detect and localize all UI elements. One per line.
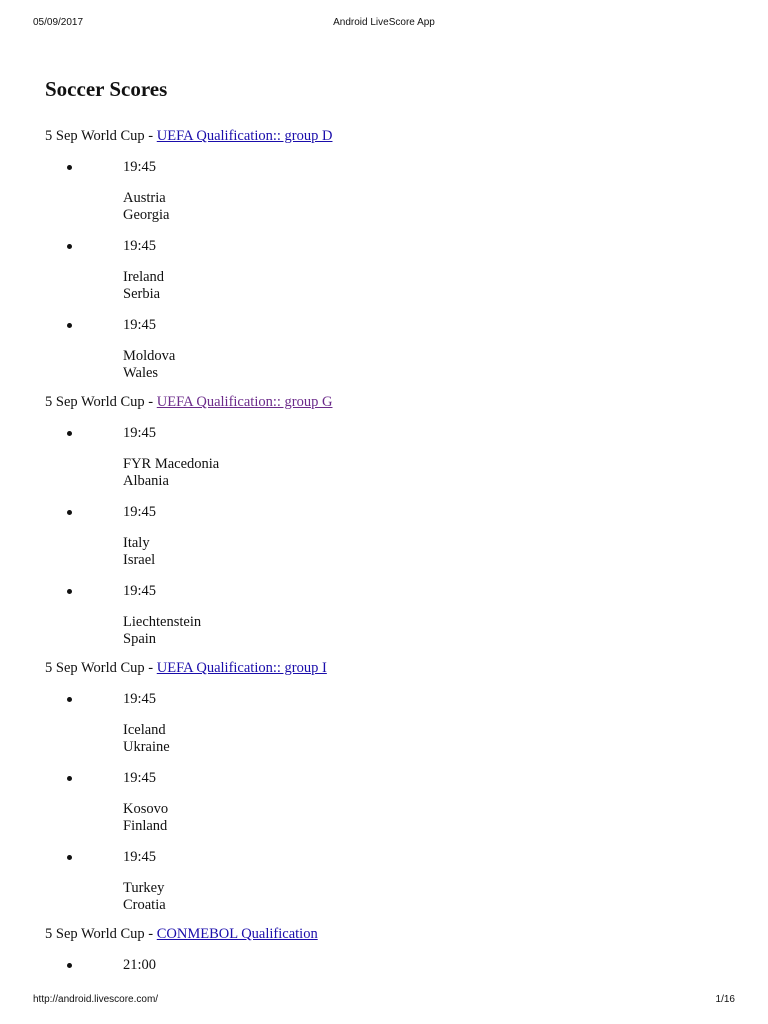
home-team: FYR Macedonia — [123, 456, 220, 472]
competition-heading — [45, 660, 735, 677]
home-team: Italy — [123, 535, 150, 551]
competition-link[interactable]: UEFA Qualification:: group I — [156, 660, 327, 676]
match-list — [45, 425, 735, 648]
match-time: 19:45 — [123, 691, 157, 707]
competition-prefix: 5 Sep World Cup - — [45, 660, 157, 676]
competition-link[interactable]: UEFA Qualification:: group G — [156, 394, 333, 410]
bullet-icon — [67, 776, 72, 781]
print-footer — [33, 994, 735, 1008]
match-item — [45, 238, 735, 303]
match-item — [45, 691, 735, 756]
print-header — [33, 17, 735, 31]
match-teams — [123, 880, 735, 914]
match-item — [45, 770, 735, 835]
bullet-icon — [67, 510, 72, 515]
match-item — [45, 159, 735, 224]
home-team: Turkey — [123, 880, 165, 896]
match-item — [45, 425, 735, 490]
away-team: Croatia — [123, 897, 166, 913]
competition-heading — [45, 128, 735, 145]
match-time: 19:45 — [123, 425, 157, 441]
match-teams — [123, 535, 735, 569]
home-team: Austria — [123, 190, 166, 206]
match-time: 19:45 — [123, 159, 157, 175]
match-teams — [123, 801, 735, 835]
main-content — [45, 76, 735, 974]
match-time: 19:45 — [123, 504, 157, 520]
match-item — [45, 849, 735, 914]
bullet-icon — [67, 855, 72, 860]
competition-prefix: 5 Sep World Cup - — [45, 926, 157, 942]
print-title: Android LiveScore App — [333, 17, 435, 28]
home-team: Ireland — [123, 269, 165, 285]
match-teams — [123, 614, 735, 648]
home-team: Liechtenstein — [123, 614, 202, 630]
print-url: http://android.livescore.com/ — [33, 994, 159, 1005]
bullet-icon — [67, 244, 72, 249]
bullet-icon — [67, 431, 72, 436]
match-item — [45, 583, 735, 648]
competition-prefix: 5 Sep World Cup - — [45, 128, 157, 144]
competition-heading — [45, 394, 735, 411]
home-team: Moldova — [123, 348, 176, 364]
match-item — [45, 504, 735, 569]
competition-link[interactable]: UEFA Qualification:: group D — [156, 128, 333, 144]
competition-link[interactable]: CONMEBOL Qualification — [156, 926, 318, 942]
away-team: Ukraine — [123, 739, 170, 755]
bullet-icon — [67, 323, 72, 328]
match-time: 19:45 — [123, 317, 157, 333]
print-date: 05/09/2017 — [33, 17, 84, 28]
bullet-icon — [67, 963, 72, 968]
match-teams — [123, 722, 735, 756]
match-teams — [123, 269, 735, 303]
match-item — [45, 317, 735, 382]
page-number: 1/16 — [715, 994, 735, 1005]
home-team: Iceland — [123, 722, 166, 738]
away-team: Georgia — [123, 207, 170, 223]
match-teams — [123, 456, 735, 490]
away-team: Albania — [123, 473, 169, 489]
match-teams — [123, 190, 735, 224]
away-team: Serbia — [123, 286, 161, 302]
match-time: 19:45 — [123, 238, 157, 254]
match-time: 19:45 — [123, 770, 157, 786]
home-team: Kosovo — [123, 801, 169, 817]
match-time: 21:00 — [123, 957, 157, 973]
match-list — [45, 691, 735, 914]
match-list — [45, 957, 735, 974]
page-title: Soccer Scores — [45, 77, 168, 101]
away-team: Israel — [123, 552, 156, 568]
match-list — [45, 159, 735, 382]
bullet-icon — [67, 697, 72, 702]
away-team: Wales — [123, 365, 159, 381]
match-time: 19:45 — [123, 849, 157, 865]
bullet-icon — [67, 589, 72, 594]
away-team: Finland — [123, 818, 168, 834]
match-teams — [123, 348, 735, 382]
competition-prefix: 5 Sep World Cup - — [45, 394, 157, 410]
match-item — [45, 957, 735, 974]
bullet-icon — [67, 165, 72, 170]
competition-heading — [45, 926, 735, 943]
away-team: Spain — [123, 631, 157, 647]
match-time: 19:45 — [123, 583, 157, 599]
